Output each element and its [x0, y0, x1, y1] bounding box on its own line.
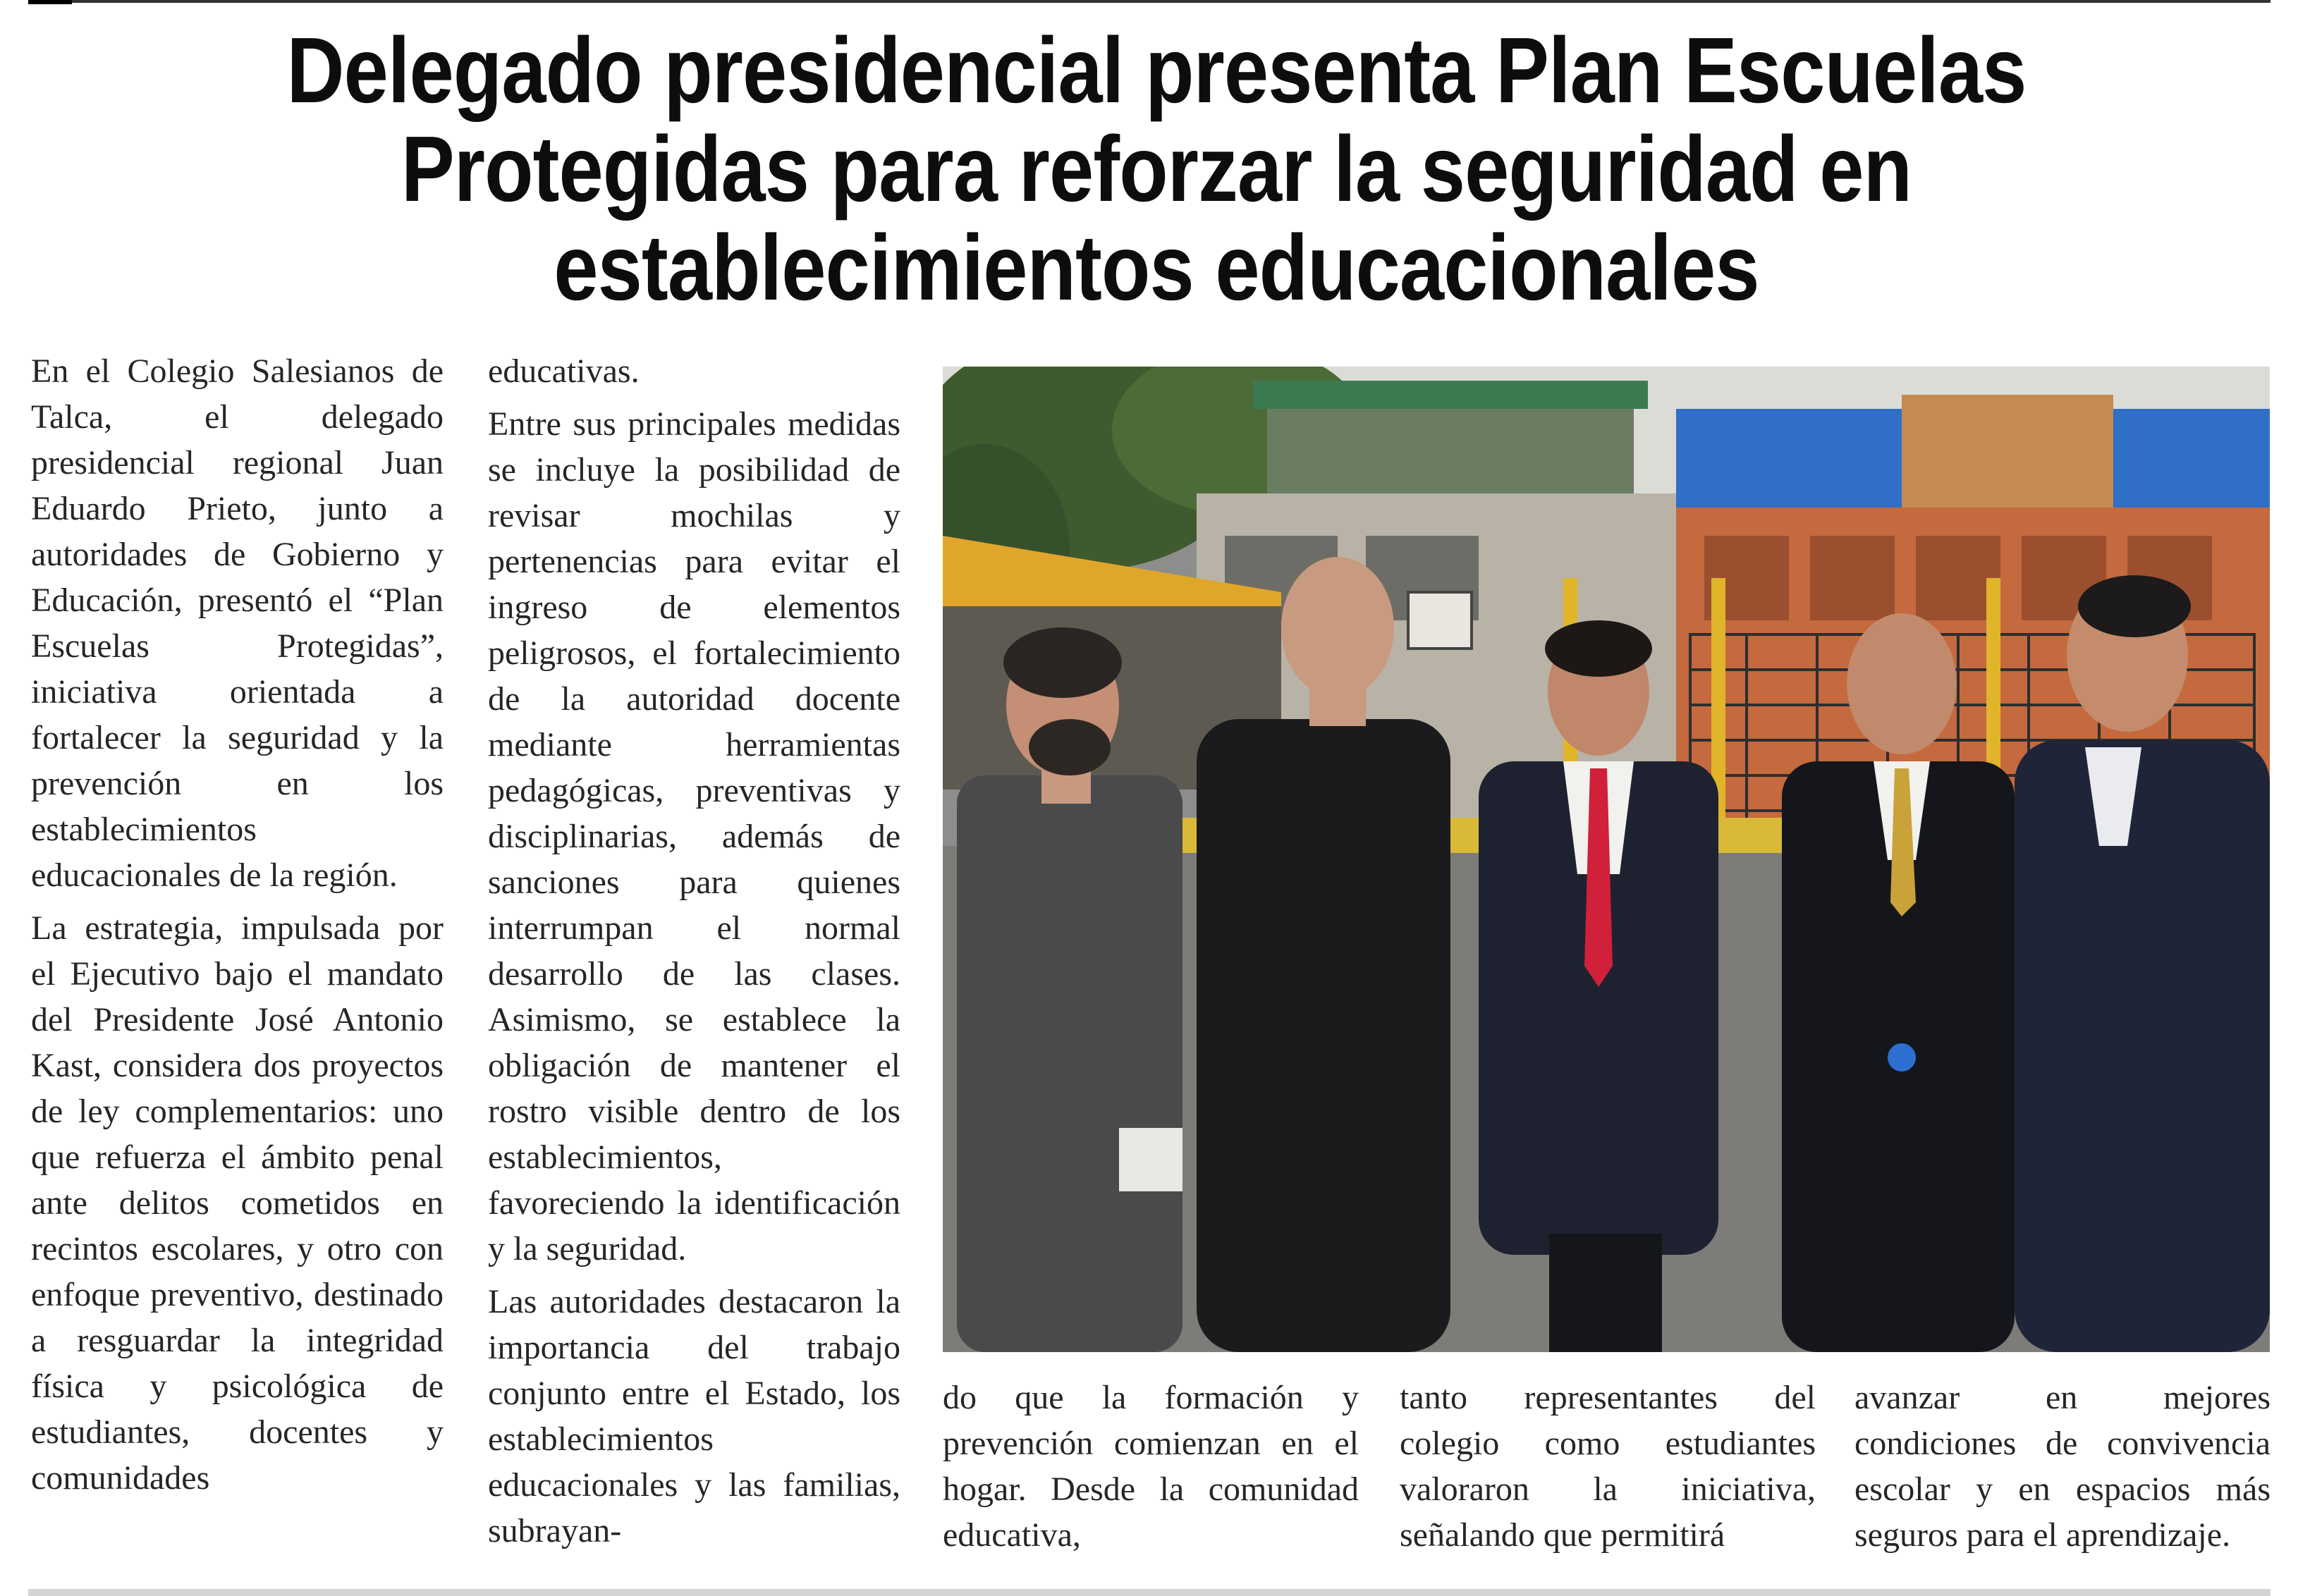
paragraph: Entre sus principales medidas se incluye la posibilidad de revisar mochilas y pertenencias para evitar el ingreso de elementos peligrosos, el fortalecimiento de la autoridad docente mediante herramientas pedagógicas, preventivas y disciplinarias, además de sanciones para quienes interrumpan el normal desarrollo de las clases. Asimismo, se establece la obligación de mantener el rostro visible dentro de los establecimientos, favoreciendo la identificación y la seguridad.: [488, 405, 900, 1267]
paragraph: Las autoridades destacaron la importancia del trabajo conjunto entre el Estado, los establecimientos educacionales y las familias, subrayan-: [488, 1283, 900, 1549]
paragraph: avanzar en mejores condiciones de convivencia escolar y en espacios más seguros para el aprendizaje.: [1854, 1379, 2271, 1554]
top-mark: [28, 0, 72, 4]
text-column-5: [1854, 1375, 2271, 1565]
group-photo-illustration: [943, 367, 2270, 1352]
paragraph: En el Colegio Salesianos de Talca, el delegado presidencial regional Juan Eduardo Prieto, junto a autoridades de Gobierno y Educación, presentó el “Plan Escuelas Protegidas”, iniciativa orientada a fortalecer la seguridad y la prevención en los establecimientos educacionales de la región.: [31, 352, 444, 894]
paragraph: La estrategia, impulsada por el Ejecutivo bajo el mandato del Presidente José Antonio Kast, considera dos proyectos de ley complementarios: uno que refuerza el ámbito penal ante delitos cometidos en recintos escolares, y otro con enfoque preventivo, destinado a resguardar la integridad física y psicológica de estudiantes, docentes y comunidades: [31, 909, 444, 1497]
text-column-4: [1400, 1375, 1816, 1565]
text-column-1: [31, 348, 444, 1508]
bottom-rule: [28, 1589, 2271, 1596]
text-column-2: [488, 348, 900, 1561]
text-column-3: [943, 1375, 1359, 1565]
paragraph: do que la formación y prevención comienzan en el hogar. Desde la comunidad educativa,: [943, 1379, 1359, 1554]
top-rule: [28, 0, 2271, 3]
paragraph: tanto representantes del colegio como estudiantes valoraron la iniciativa, señalando que permitirá: [1400, 1379, 1816, 1554]
article-photo: [943, 367, 2270, 1352]
paragraph: educativas.: [488, 352, 640, 390]
headline: Delegado presidencial presenta Plan Escuelas Protegidas para reforzar la seguridad en establecimientos educacionales: [286, 18, 2027, 319]
